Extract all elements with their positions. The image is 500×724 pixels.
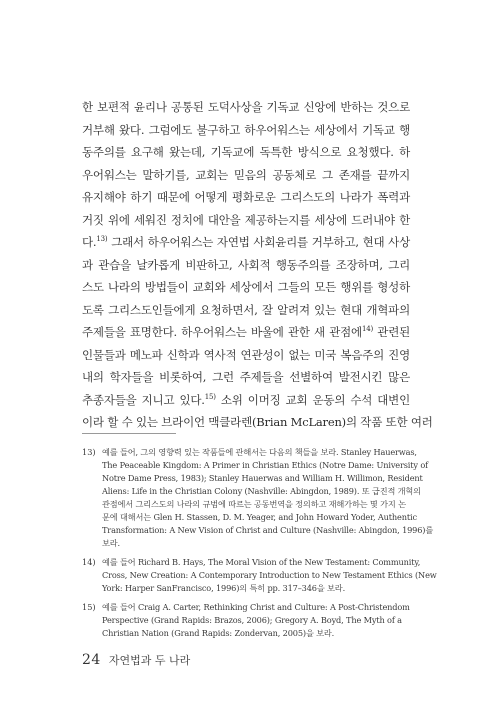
body-text: 그래서 하우어워스는 자연법 사회윤리를 거부하고, 현대 사상 xyxy=(107,235,410,249)
footnote-15 xyxy=(82,601,410,640)
footnote-line: Christian Nation (Grand Rapids: Zondervan, 2005)을 보라. xyxy=(102,628,335,638)
footnote-ref-15[interactable]: 15) xyxy=(204,392,216,401)
footnote-13 xyxy=(82,446,434,550)
footnote-line: The Peaceable Kingdom: A Primer in Christian Ethics (Notre Dame: University of xyxy=(102,460,429,470)
running-title: 자연법과 두 나라 xyxy=(108,654,191,667)
footnote-line: Transformation: A New Vision of Christ and Culture (Nashville: Abingdon, 1996)를 xyxy=(102,525,434,535)
footnote-line: 예를 들어 Craig A. Carter, Rethinking Christ and Culture: A Post-Christendom xyxy=(102,602,410,612)
body-text: 다. xyxy=(82,235,97,249)
body-line xyxy=(82,231,410,254)
footnote-ref-14[interactable]: 14) xyxy=(361,325,374,333)
body-line: 거부해 왔다. 그럼에도 불구하고 하우어워스는 세상에서 기독교 행 xyxy=(82,122,410,137)
body-line: 한 보편적 윤리나 공통된 도덕사상을 기독교 신앙에 반하는 것으로 xyxy=(82,100,410,114)
footnote-line: 보라. xyxy=(102,538,120,548)
body-line xyxy=(82,321,410,344)
footnote-divider xyxy=(82,433,176,434)
footnotes xyxy=(82,446,437,646)
footnote-number: 13) xyxy=(82,447,96,457)
footnote-line: 예를 들어 Richard B. Hays, The Moral Vision of the New Testament: Community, xyxy=(102,557,421,567)
footnote-14 xyxy=(82,556,437,595)
footnote-line: 문에 대해서는 Glen H. Stassen, D. M. Yeager, and John Howard Yoder, Authentic xyxy=(102,512,417,522)
footnote-line: Cross, New Creation: A Contemporary Introduction to New Testament Ethics (New xyxy=(102,570,437,580)
body-line xyxy=(82,389,410,412)
body-line: 유지해야 하기 때문에 어떻게 평화로운 그리스도의 나라가 폭력과 xyxy=(82,190,410,204)
body-text: 소위 이머징 교회 운동의 수석 대변인 xyxy=(215,392,410,407)
footnote-line: Perspective (Grand Rapids: Brazos, 2006); Gregory A. Boyd, The Myth of a xyxy=(102,615,402,625)
footnote-line: York: Harper SanFrancisco, 1996)의 특히 pp. 317–346을 보라. xyxy=(102,583,346,593)
body-text: 관련된 xyxy=(373,325,411,339)
body-line: 우어워스는 말하기를, 교회는 믿음의 공동체로 그 존재를 끝까지 xyxy=(82,167,410,182)
body-line: 인물들과 메노파 신학과 역사적 연관성이 없는 미국 복음주의 진영 xyxy=(82,347,410,362)
footnote-number: 15) xyxy=(82,602,96,612)
body-line: 내의 학자들을 비롯하여, 그런 주제들을 선별하여 발전시킨 많은 xyxy=(82,370,410,384)
footnote-text xyxy=(102,556,437,595)
body-line: 거짓 위에 세워진 정치에 대안을 제공하는지를 세상에 드러내야 한 xyxy=(82,212,410,227)
body-line: 동주의를 요구해 왔는데, 기독교에 독특한 방식으로 요청했다. 하 xyxy=(82,145,410,159)
body-line: 스도 나라의 방법들이 교회와 세상에서 그들의 모든 행위를 형성하 xyxy=(82,280,410,294)
body-line: 과 관습을 날카롭게 비판하고, 사회적 행동주의를 조장하며, 그리 xyxy=(82,257,410,272)
main-text xyxy=(82,96,433,434)
footnote-line: 예를 들어, 그의 영향력 있는 작품들에 관해서는 다음의 책들을 보라. Stanley Hauerwas, xyxy=(102,447,417,457)
body-text: 추종자들을 지니고 있다. xyxy=(82,392,205,407)
body-text: 주제들을 표명한다. 하우어워스는 바울에 관한 새 관점에 xyxy=(82,325,362,339)
footnote-number: 14) xyxy=(82,557,96,567)
body-line: 도록 그리스도인들에게 요청하면서, 잘 알려져 있는 현대 개혁파의 xyxy=(82,302,410,317)
footnote-line: 관점에서 그리스도의 나라의 규범에 따르는 공동번역을 정의하고 재해가하는 몇 가지 논 xyxy=(102,499,406,509)
body-line: 이라 할 수 있는 브라이언 맥클라렌(Brian McLaren)의 작품 또한 여러 xyxy=(82,415,433,429)
page-footer xyxy=(82,652,190,668)
footnote-line: Notre Dame Press, 1983); Stanley Hauerwas and William H. Willimon, Resident xyxy=(102,473,423,483)
footnote-ref-13[interactable]: 13) xyxy=(96,235,108,243)
footnote-text xyxy=(102,601,410,640)
footnote-line: Aliens: Life in the Christian Colony (Nashville: Abingdon, 1989). 또 급진적 개혁의 xyxy=(102,486,421,496)
footnote-text xyxy=(102,446,433,550)
page-number: 24 xyxy=(82,652,101,668)
